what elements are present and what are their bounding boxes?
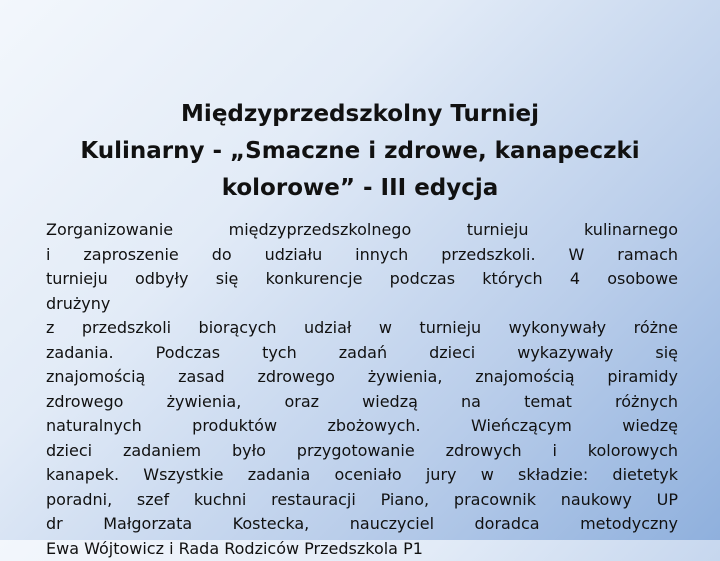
title-line: Międzyprzedszkolny Turniej xyxy=(40,96,680,133)
body-line: z przedszkoli biorących udział w turnieju wykonywały różne xyxy=(46,316,678,341)
body-line: drużyny xyxy=(46,292,678,317)
body-line: dzieci zadaniem było przygotowanie zdrowych i kolorowych xyxy=(46,439,678,464)
body-line: i zaproszenie do udziału innych przedszkoli. W ramach xyxy=(46,243,678,268)
body-line: kanapek. Wszystkie zadania oceniało jury w składzie: dietetyk xyxy=(46,463,678,488)
body-line: Zorganizowanie międzyprzedszkolnego turnieju kulinarnego xyxy=(46,218,678,243)
title-line: kolorowe” - III edycja xyxy=(40,170,680,207)
body-line: zadania. Podczas tych zadań dzieci wykazywały się xyxy=(46,341,678,366)
body-line: Ewa Wójtowicz i Rada Rodziców Przedszkola P1 xyxy=(46,537,678,561)
body-line: dr Małgorzata Kostecka, nauczyciel doradca metodyczny xyxy=(46,512,678,537)
body-line: znajomością zasad zdrowego żywienia, znajomością piramidy xyxy=(46,365,678,390)
body-line: turnieju odbyły się konkurencje podczas których 4 osobowe xyxy=(46,267,678,292)
body-line: poradni, szef kuchni restauracji Piano, pracownik naukowy UP xyxy=(46,488,678,513)
body-line: naturalnych produktów zbożowych. Wieńczącym wiedzę xyxy=(46,414,678,439)
body-line: zdrowego żywienia, oraz wiedzą na temat różnych xyxy=(46,390,678,415)
title-line: Kulinarny - „Smaczne i zdrowe, kanapeczki xyxy=(40,133,680,170)
slide-title xyxy=(40,96,680,207)
slide-body-text xyxy=(46,218,678,540)
